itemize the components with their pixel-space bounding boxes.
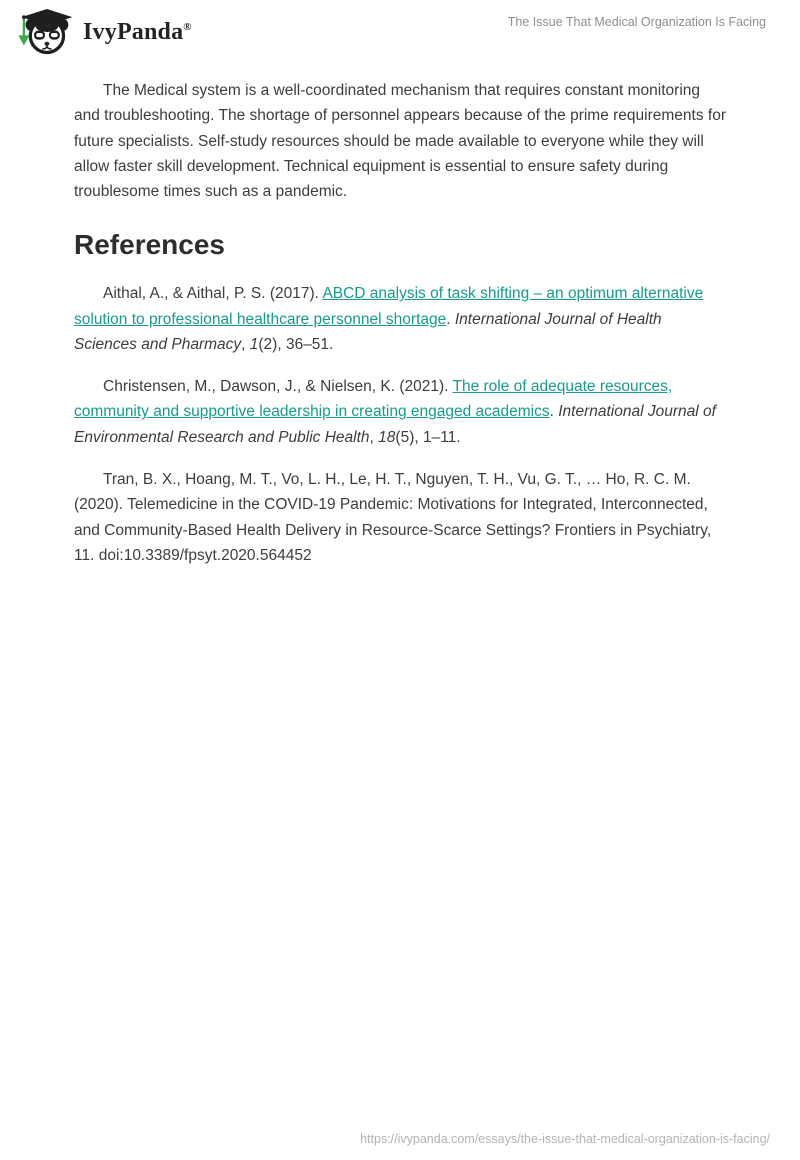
reference-text: . [446,310,455,328]
intro-paragraph: The Medical system is a well-coordinated mechanism that requires constant monitoring and troubleshooting. The shortage of personnel appears because of the prime requirements for future specialists. Self-study resources should be made available to everyone while they will allow faster skill development. Technical equipment is essential to ensure safety during troublesome times such as a pandemic. [74,82,726,201]
footer-url: https://ivypanda.com/essays/the-issue-that-medical-organization-is-facing/ [360,1132,770,1146]
journal-title-italic: 18 [378,428,396,446]
page-header [0,0,800,58]
reference-text: (5), 1–11. [395,428,461,446]
reference-text: , [369,428,379,446]
journal-title-italic: International Journal of Health Sciences and Pharmacy [74,310,662,353]
reference-link[interactable]: The role of adequate resources, community and supportive leadership in creating engaged academics [74,378,673,421]
reference-text: (2), 36–51. [258,335,334,353]
reference-text: , [241,335,250,353]
reference-item [74,467,726,568]
reference-text: . [549,403,559,421]
ivypanda-logo [14,8,192,56]
reference-text: Tran, B. X., Hoang, M. T., Vo, L. H., Le, H. T., Nguyen, T. H., Vu, G. T., … Ho, R. C. M. (2020). Telemedicine in the COVID-19 Pandemic: Motivations for Integrated, Interconnected, and Community-Based Health Delivery in Resource-Scarce Settings? Frontiers in Psychiatry, 11. doi:10.3389/fpsyt.2020.564452 [74,471,712,564]
references-heading: References [74,229,225,261]
reference-link[interactable]: ABCD analysis of task shifting – an optimum alternative solution to professional healthcare personnel shortage [74,285,704,328]
registered-mark: ® [183,20,192,33]
journal-title-italic: 1 [249,335,259,353]
references-list [74,281,726,568]
reference-item [74,281,726,357]
reference-text: Christensen, M., Dawson, J., & Nielsen, K. (2021). [103,378,453,396]
journal-title-italic: International Journal of Environmental Research and Public Health [74,403,716,446]
brand-name: IvyPanda® [83,18,192,45]
essay-content [74,78,726,568]
panda-logo-icon [14,8,76,56]
reference-text: Aithal, A., & Aithal, P. S. (2017). [103,285,323,303]
page-title: The Issue That Medical Organization Is Facing [507,15,766,29]
reference-item [74,374,726,450]
